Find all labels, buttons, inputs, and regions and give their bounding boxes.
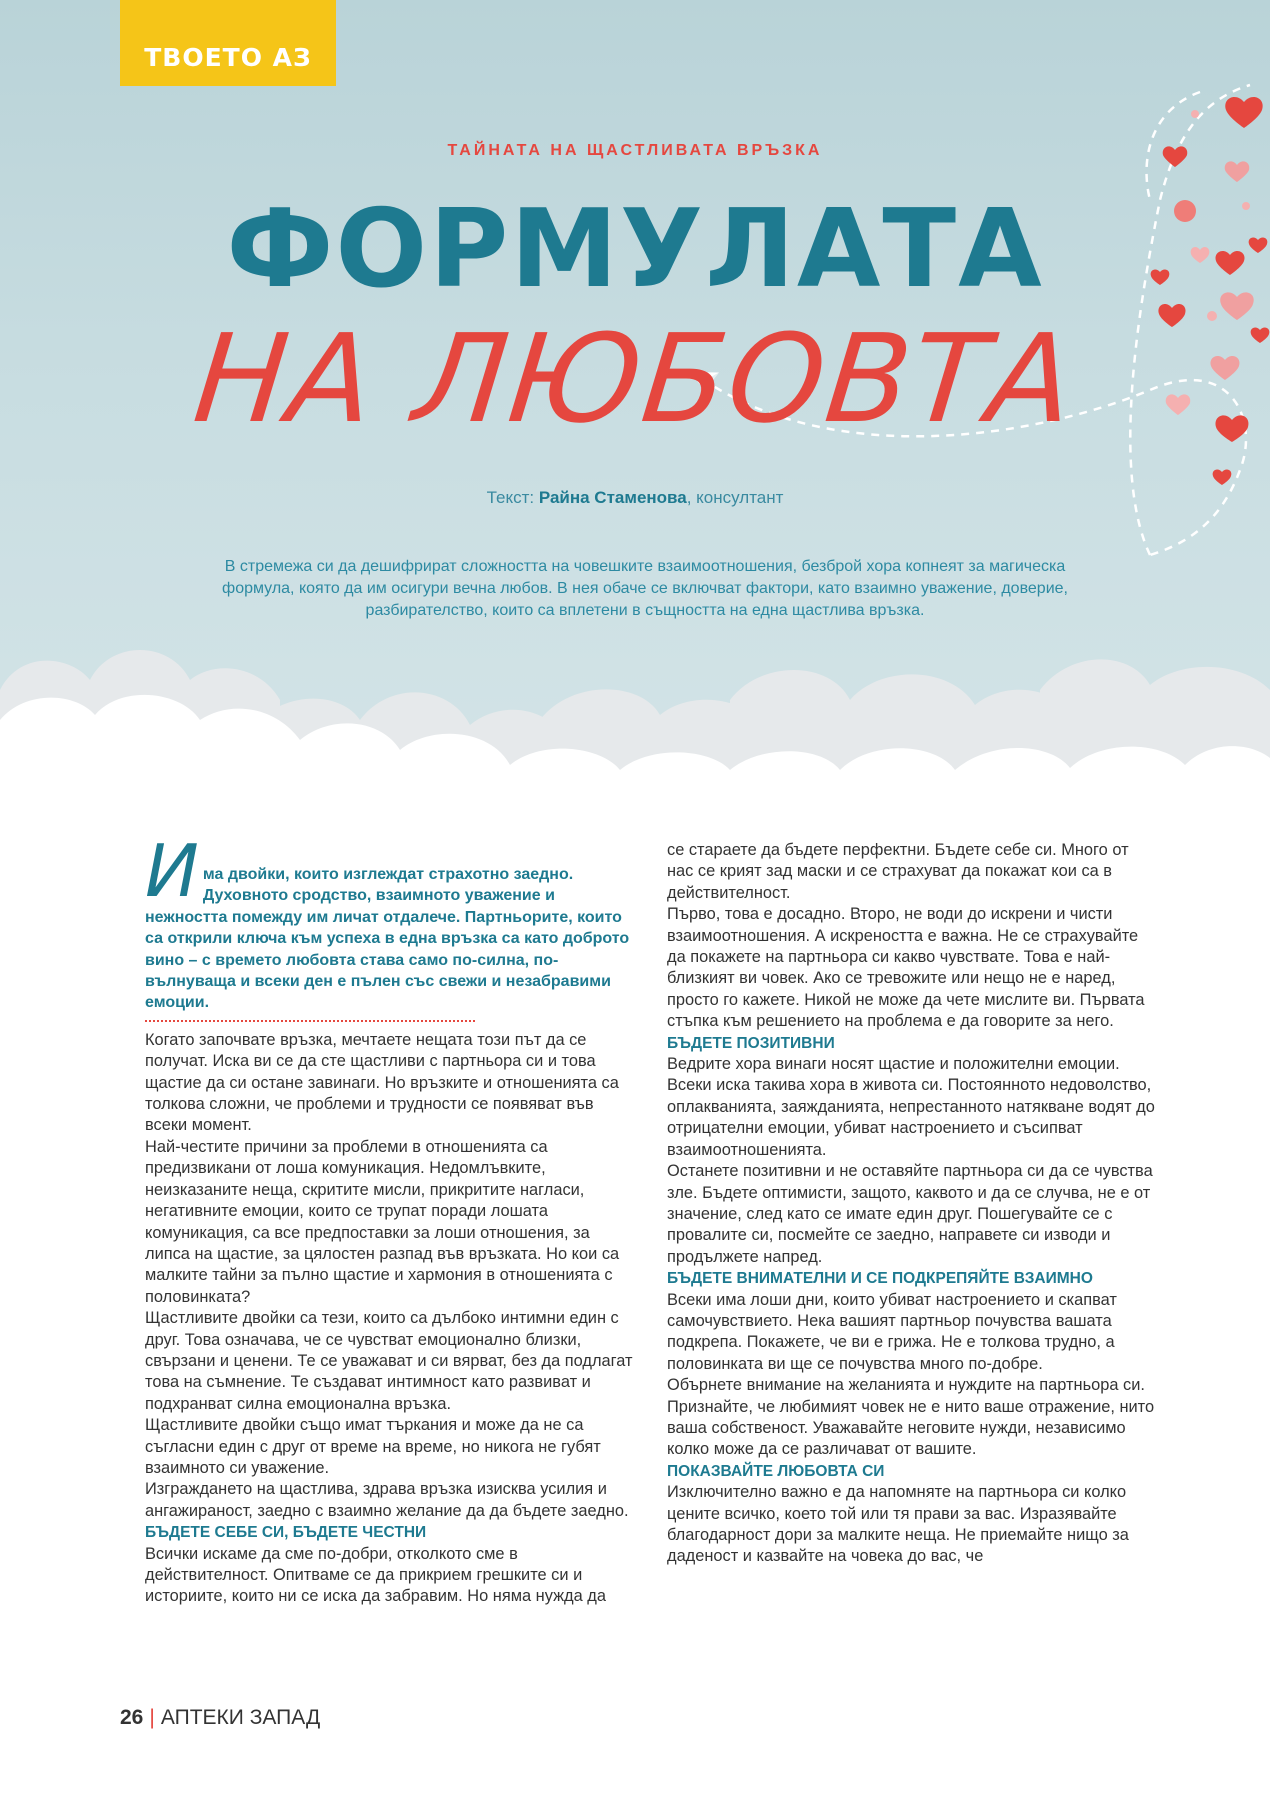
kicker: ТАЙНАТА НА ЩАСТЛИВАТА ВРЪЗКА [447,142,823,159]
subheading: ПОКАЗВАЙТЕ ЛЮБОВТА СИ [667,1462,885,1480]
subheading: БЪДЕТЕ ВНИМАТЕЛНИ И СЕ ПОДКРЕПЯЙТЕ ВЗАИМНО [667,1270,1093,1288]
dot-icon [1191,110,1199,118]
heart-icon [1225,161,1250,182]
section-tag [120,0,336,86]
intro-block [145,829,635,1014]
paragraph: Ведрите хора винаги носят щастие и положителни емоции. Всеки иска такива хора в живота си. Постоянното недоволство, оплакванията, заяжданията, непрестанното натякване водят до отрицателни емоции, убиват настроението и съсипват взаимоотношенията. [667,1055,1155,1159]
paragraph: Щастливите двойки също имат търкания и може да не са съгласни един с друг от време на време, но никога не губят взаимното си уважение. [145,1416,601,1477]
title-line-1: ФОРМУЛАТА [226,187,1044,312]
heart-icon [1213,469,1232,485]
footer-separator: | [149,1706,155,1729]
page-number: 26 [120,1706,144,1729]
byline [0,488,1270,508]
subheading: БЪДЕТЕ СЕБЕ СИ, БЪДЕТЕ ЧЕСТНИ [145,1524,427,1542]
article-column-left [145,829,635,1608]
page-footer [120,1706,320,1730]
magazine-name: АПТЕКИ ЗАПАД [160,1706,321,1729]
paragraph: Останете позитивни и не оставяйте партньора си да се чувства зле. Бъдете оптимисти, защото, каквото и да се случва, не е от значение, след като се имате един друг. Пошегувайте се с провалите си, посмейте се заедно, направете си изводи и продължете напред. [667,1162,1153,1266]
lead-paragraph: В стремежа си да дешифрират сложността на човешките взаимоотношения, безброй хора копнеят за магическа формула, която да им осигури вечна любов. В нея обаче се включват фактори, като взаимно уважение, доверие, разбирателство, които са вплетени в същността на една щастлива връзка. [222,558,1068,619]
title-line-2: НА ЛЮБОВТА [188,308,1082,450]
byline-author: Райна Стаменова [538,488,687,507]
paragraph: Обърнете внимание на желанията и нуждите на партньора си. Признайте, че любимият човек не е нито ваше отражение, нито ваша собственост. Уважавайте неговите нужди, независимо колко може да се различават от вашите. [667,1376,1155,1459]
paragraph: се стараете да бъдете перфектни. Бъдете себе си. Много от нас се крият зад маски и се страхуват да покажат кои са в действителност. [667,841,1129,902]
paragraph: Всички искаме да сме по-добри, отколкото сме в действителност. Опитваме се да прикрием грешките си и историите, които ни се иска да забравим. Но няма нужда да [145,1544,606,1606]
byline-prefix: Текст: [486,488,535,507]
paragraph: Щастливите двойки са тези, които са дълбоко интимни един с друг. Това означава, че се чувстват емоционално близки, свързани и ценени. Те се уважават и си вярват, без да подлагат това на съмнение. Те създават интимност като развиват и подхранват силна емоционална връзка. [145,1309,633,1413]
paragraph: Първо, това е досадно. Второ, не води до искрени и чисти взаимоотношения. А искреността е важна. Не се страхувайте да покажете на партньора си какво чувствате. Това е най-близкият ви човек. Ако се тревожите или нещо не е наред, просто го кажете. Никой не може да чете мислите ви. Първата стъпка към решението на проблема е да говорите за него. [667,905,1145,1031]
paragraph: Най-честите причини за проблеми в отношенията са предизвикани от лоша комуникация. Недомлъвките, неизказаните неща, скритите мисли, прикритите нагласи, негативните емоции, които се трупат поради лошата комуникация, са все предпоставки за лоши отношения, за липса на щастие, за цялостен разпад във връзката. Но кои са малките тайни за пълно щастие и хармония в отношенията с половинката? [145,1137,620,1306]
paragraph: Всеки има лоши дни, които убиват настроението и скапват самочувствието. Нека вашият партньор почувства вашата подкрепа. Покажете, че ви е грижа. Не е толкова трудно, а половинката ви ще се почувства много по-добре. [667,1290,1117,1373]
intro-text: ма двойки, които изглеждат страхотно заедно. Духовното сродство, взаимното уважение и нежността помежду им личат отдалече. Партньорите, които са открили ключа към успеха в една връзка са като доброто вино – с времето любовта става само по-силна, по-вълнуваща и всеки ден е пълен със свежи и незабравими емоции. [145,866,630,1012]
section-tag-label: ТВОЕТО АЗ [144,43,312,72]
paragraph: Изключително важно е да напомняте на партньора си колко цените всичко, което той или тя прави за вас. Изразявайте благодарност дори за малките неща. Не приемайте нищо за даденост и казвайте на човека до вас, че [667,1483,1129,1566]
heart-icon [1225,97,1262,128]
subheading: БЪДЕТЕ ПОЗИТИВНИ [667,1034,835,1052]
article-body [145,829,1155,1640]
paragraph: Изграждането на щастлива, здрава връзка изисква усилия и ангажираност, заедно с взаимно желание да да бъдете заедно. [145,1480,629,1520]
drop-cap: И [145,829,199,913]
byline-role: , консултант [686,488,784,507]
article-column-right [667,840,1157,1568]
dotted-divider [145,1020,475,1022]
paragraph: Когато започвате връзка, мечтаете нещата този път да се получат. Иска ви се да сте щастливи с партньора си и това щастие да си остане завинаги. Но връзките и отношенията са толкова сложни, че проблеми и трудности се появяват във всеки момент. [145,1030,619,1135]
hero-banner [0,0,1270,860]
